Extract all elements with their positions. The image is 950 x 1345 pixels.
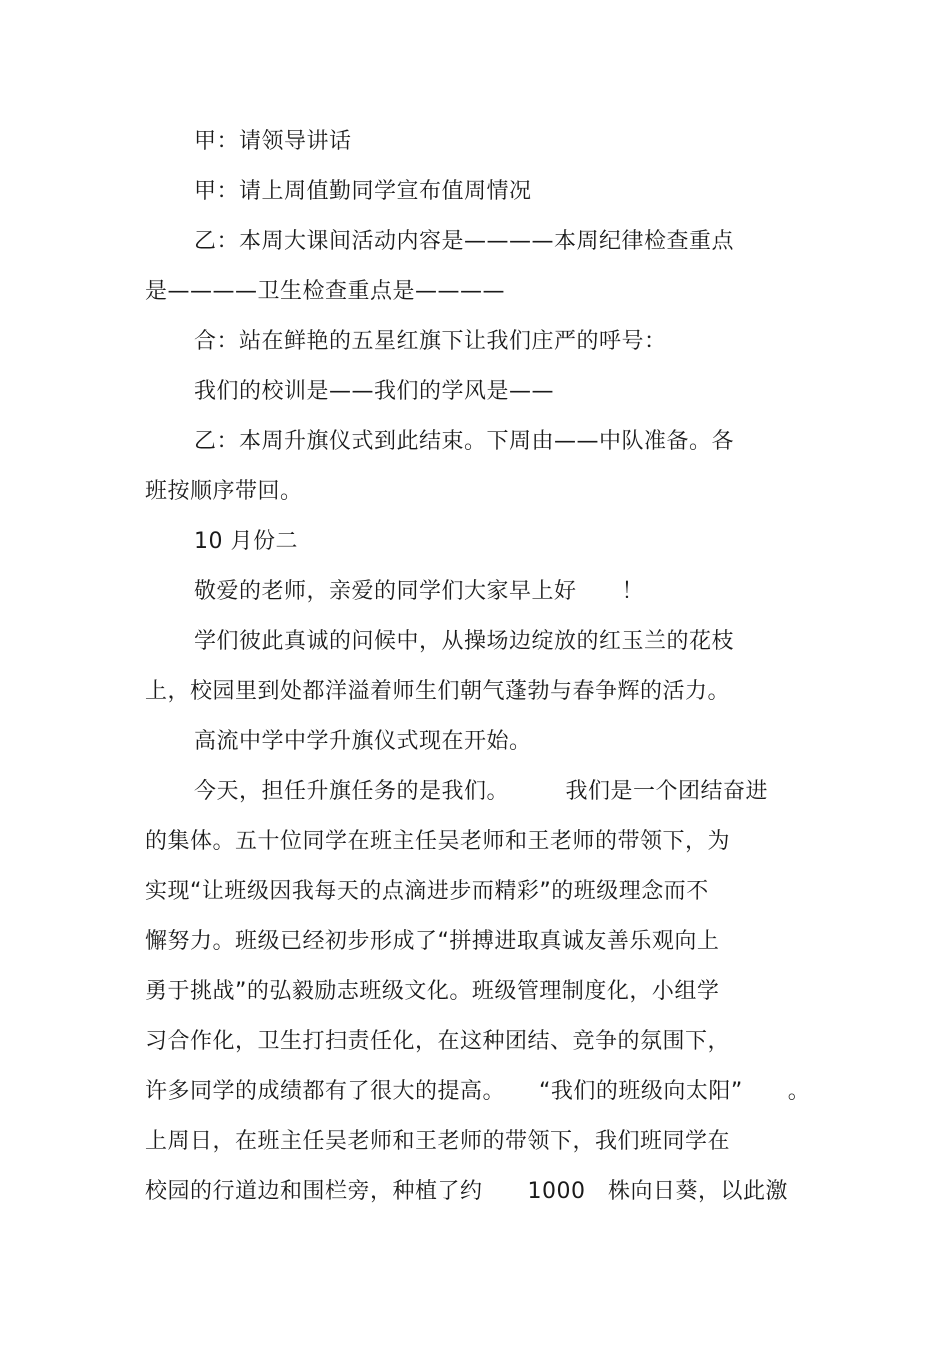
text-line: 是————卫生检查重点是————	[145, 279, 506, 304]
text-line: 实现“让班级因我每天的点滴进步而精彩”的班级理念而不	[145, 879, 709, 904]
text-line: 勇于挑战”的弘毅励志班级文化。班级管理制度化，小组学	[145, 979, 720, 1004]
text-line: 校园的行道边和围栏旁，种植了约 1000 株向日葵，以此激	[145, 1179, 788, 1204]
text-line: 甲：请上周值勤同学宣布值周情况	[194, 179, 532, 204]
text-line: 合：站在鲜艳的五星红旗下让我们庄严的呼号：	[194, 329, 667, 354]
text-line: 的集体。五十位同学在班主任吴老师和王老师的带领下，为	[145, 829, 731, 854]
text-line: 上，校园里到处都洋溢着师生们朝气蓬勃与春争辉的活力。	[145, 679, 731, 704]
text-line: 今天，担任升旗任务的是我们。 我们是一个团结奋进	[194, 779, 769, 804]
text-line: 懈努力。班级已经初步形成了“拼搏进取真诚友善乐观向上	[145, 929, 720, 954]
text-line: 许多同学的成绩都有了很大的提高。 “我们的班级向太阳” 。	[145, 1079, 811, 1104]
text-line: 敬爱的老师，亲爱的同学们大家早上好 ！	[194, 579, 645, 604]
text-line: 高流中学中学升旗仪式现在开始。	[194, 729, 532, 754]
text-line: 乙：本周升旗仪式到此结束。下周由——中队准备。各	[194, 429, 735, 454]
text-line: 甲：请领导讲话	[194, 129, 352, 154]
text-line: 学们彼此真诚的问候中，从操场边绽放的红玉兰的花枝	[194, 629, 735, 654]
text-line: 上周日，在班主任吴老师和王老师的带领下，我们班同学在	[145, 1129, 731, 1154]
text-line: 我们的校训是——我们的学风是——	[194, 379, 555, 404]
text-line: 习合作化，卫生打扫责任化，在这种团结、竞争的氛围下，	[145, 1029, 731, 1054]
text-line: 乙：本周大课间活动内容是————本周纪律检查重点	[194, 229, 735, 254]
text-line: 班按顺序带回。	[145, 479, 303, 504]
section-heading: 10 月份二	[194, 529, 298, 554]
